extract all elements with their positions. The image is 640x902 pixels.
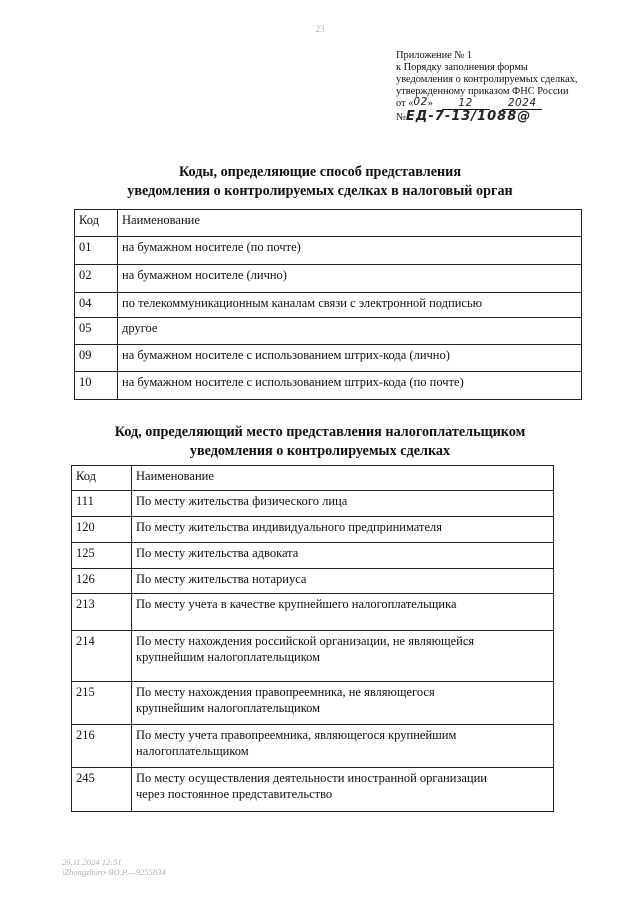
table-row xyxy=(72,768,554,812)
row-name-line1: По месту осуществления деятельности иностранной организации xyxy=(136,771,487,785)
row-name: на бумажном носителе (лично) xyxy=(118,265,582,293)
number-value: ЕД-7-13/1088@ xyxy=(405,108,532,124)
row-name-line2: через постоянное представительство xyxy=(136,787,333,801)
table-row xyxy=(72,682,554,725)
row-code: 245 xyxy=(72,768,132,812)
row-code: 10 xyxy=(75,372,118,400)
row-code: 04 xyxy=(75,293,118,318)
table-row xyxy=(75,265,582,293)
date-year: 2024 xyxy=(502,98,542,110)
section2-title-line2: уведомления о контролируемых сделках xyxy=(189,443,451,459)
table-row xyxy=(72,725,554,768)
appendix-line: к Порядку заполнения формы xyxy=(396,61,528,73)
row-code: 120 xyxy=(72,517,132,543)
page-number: 23 xyxy=(315,24,325,34)
date-prefix: от « xyxy=(396,97,414,109)
delivery-method-table xyxy=(74,209,582,400)
table-row xyxy=(72,543,554,569)
header-name: Наименование xyxy=(132,466,554,491)
table-header-row xyxy=(72,466,554,491)
header-name: Наименование xyxy=(118,210,582,237)
footer-path: \Zhongzhuro-ЯО.Р.—9255834 xyxy=(62,867,166,877)
table-row xyxy=(75,237,582,265)
row-name xyxy=(132,682,554,725)
section2-title-line1: Код, определяющий место представления налогоплательщиком xyxy=(114,424,526,440)
section1-title-line2: уведомления о контролируемых сделках в налоговый орган xyxy=(127,183,513,199)
section1-title xyxy=(0,163,640,201)
appendix-line: Приложение № 1 xyxy=(396,50,473,61)
footer-timestamp: 29.11.2024 12:51 xyxy=(62,857,122,867)
row-name xyxy=(132,725,554,768)
appendix-header xyxy=(396,50,626,124)
row-name: другое xyxy=(118,318,582,345)
date-month: 12 xyxy=(442,98,490,110)
date-mid: » xyxy=(427,97,433,109)
row-name: на бумажном носителе с использованием штрих-кода (лично) xyxy=(118,345,582,372)
number-prefix: № xyxy=(396,111,406,123)
row-name: По месту жительства физического лица xyxy=(132,491,554,517)
row-name: по телекоммуникационным каналам связи с электронной подписью xyxy=(118,293,582,318)
row-name xyxy=(132,768,554,812)
appendix-number xyxy=(396,108,626,124)
table-row xyxy=(75,293,582,318)
row-code: 214 xyxy=(72,631,132,682)
row-code: 125 xyxy=(72,543,132,569)
table-row xyxy=(75,372,582,400)
section2-title xyxy=(0,423,640,461)
table-row xyxy=(72,569,554,594)
row-code: 01 xyxy=(75,237,118,265)
table-row xyxy=(75,345,582,372)
appendix-line: утвержденному приказом ФНС России xyxy=(396,85,569,97)
row-name-line1: По месту нахождения правопреемника, не являющегося xyxy=(136,685,435,699)
table-row xyxy=(72,491,554,517)
section1-title-line1: Коды, определяющие способ представления xyxy=(178,164,462,180)
row-name-line1: По месту нахождения российской организации, не являющейся xyxy=(136,634,475,648)
table-row xyxy=(72,594,554,631)
row-code: 216 xyxy=(72,725,132,768)
row-name: По месту жительства адвоката xyxy=(132,543,554,569)
row-code: 02 xyxy=(75,265,118,293)
row-code: 126 xyxy=(72,569,132,594)
row-name-line2: крупнейшим налогоплательщиком xyxy=(136,701,321,715)
row-code: 05 xyxy=(75,318,118,345)
header-code: Код xyxy=(72,466,132,491)
row-name-line1: По месту учета правопреемника, являющегося крупнейшим xyxy=(136,728,457,742)
table-row xyxy=(75,318,582,345)
table-header-row xyxy=(75,210,582,237)
date-day: 02 xyxy=(413,95,428,108)
row-code: 213 xyxy=(72,594,132,631)
row-code: 111 xyxy=(72,491,132,517)
header-code: Код xyxy=(75,210,118,237)
row-name-line2: налогоплательщиком xyxy=(136,744,249,758)
row-code: 09 xyxy=(75,345,118,372)
appendix-line: уведомления о контролируемых сделках, xyxy=(396,73,578,85)
submission-place-table xyxy=(71,465,554,812)
table-row xyxy=(72,631,554,682)
table-row xyxy=(72,517,554,543)
row-code: 215 xyxy=(72,682,132,725)
row-name: на бумажном носителе с использованием штрих-кода (по почте) xyxy=(118,372,582,400)
row-name xyxy=(132,631,554,682)
row-name: По месту жительства индивидуального предпринимателя xyxy=(132,517,554,543)
row-name: По месту учета в качестве крупнейшего налогоплательщика xyxy=(132,594,554,631)
row-name: По месту жительства нотариуса xyxy=(132,569,554,594)
row-name: на бумажном носителе (по почте) xyxy=(118,237,582,265)
row-name-line2: крупнейшим налогоплательщиком xyxy=(136,650,321,664)
print-footer xyxy=(62,857,166,877)
